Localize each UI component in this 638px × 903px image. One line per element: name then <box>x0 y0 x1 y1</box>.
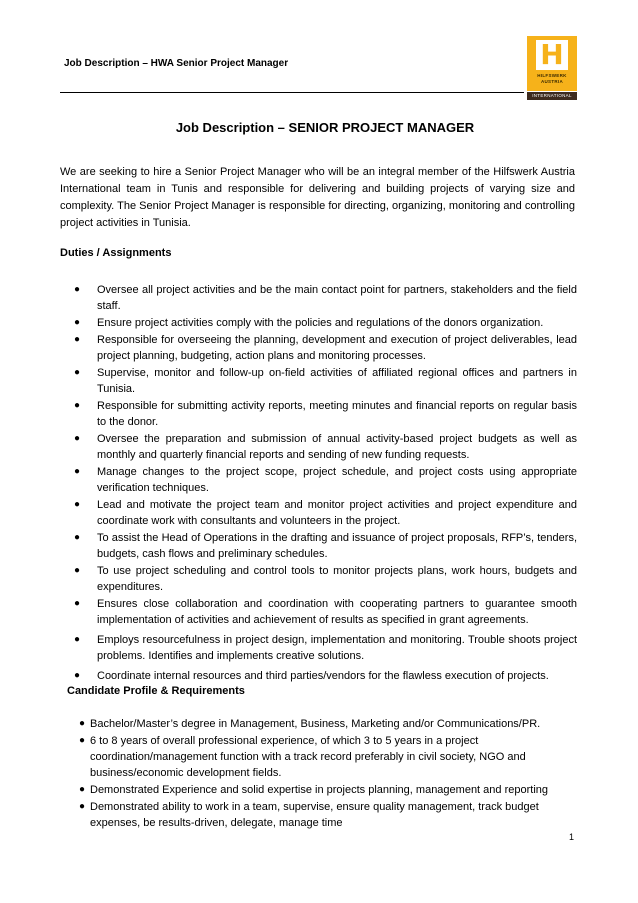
bullet-icon: ● <box>74 466 81 477</box>
list-item-text: Responsible for submitting activity reports, meeting minutes and financial reports on regular basis to the donor. <box>97 400 577 428</box>
bullet-icon: ● <box>74 565 81 576</box>
list-item <box>74 431 577 463</box>
list-item <box>74 464 577 496</box>
list-item <box>74 530 577 562</box>
list-item-text: Lead and motivate the project team and monitor project activities and project expenditure and coordinate work with consultants and volunteers in the project. <box>97 499 577 527</box>
list-item-text: Employs resourcefulness in project design, implementation and monitoring. Trouble shoots project problems. Identifies and implements creative solutions. <box>97 634 577 662</box>
list-item <box>79 733 577 781</box>
list-item-text: Oversee all project activities and be the main contact point for partners, stakeholders and the field staff. <box>97 284 577 312</box>
list-item-text: Responsible for overseeing the planning, development and execution of project deliverables, lead project planning, budgeting, action plans and monitoring processes. <box>97 334 577 362</box>
candidate-heading: Candidate Profile & Requirements <box>67 685 245 697</box>
list-item <box>74 398 577 430</box>
list-item <box>74 282 577 314</box>
logo-name-line1: HILFSWERK <box>537 73 567 78</box>
duties-heading: Duties / Assignments <box>60 247 172 259</box>
list-item <box>79 716 577 732</box>
bullet-icon: ● <box>74 532 81 543</box>
list-item <box>74 596 577 628</box>
list-item-text: Manage changes to the project scope, project schedule, and project costs using appropriate verification techniques. <box>97 466 577 494</box>
list-item <box>74 365 577 397</box>
bullet-icon: ● <box>74 634 81 645</box>
list-item <box>74 332 577 364</box>
list-item-text: Oversee the preparation and submission of annual activity-based project budgets as well as monthly and quarterly financial reports and sending of new funding requests. <box>97 433 577 461</box>
list-item <box>74 563 577 595</box>
logo-background <box>527 36 577 91</box>
list-item-text: Demonstrated Experience and solid expertise in projects planning, management and reporting <box>90 784 548 796</box>
hilfswerk-logo <box>527 36 577 100</box>
list-item-text: Supervise, monitor and follow-up on-field activities of affiliated regional offices and partners in Tunisia. <box>97 367 577 395</box>
bullet-icon: ● <box>74 334 81 345</box>
logo-mark: H <box>536 40 568 70</box>
bullet-icon: ● <box>74 400 81 411</box>
bullet-icon: ● <box>74 499 81 510</box>
list-item <box>74 315 577 331</box>
list-item-text: Coordinate internal resources and third parties/vendors for the flawless execution of projects. <box>97 670 549 682</box>
bullet-icon: ● <box>79 784 86 795</box>
list-item-text: Demonstrated ability to work in a team, supervise, ensure quality management, track budget expenses, be results-driven, delegate, manage time <box>90 801 539 829</box>
bullet-icon: ● <box>79 801 86 812</box>
bullet-icon: ● <box>79 718 86 729</box>
logo-name-line2: AUSTRIA <box>540 79 564 84</box>
list-item <box>74 668 577 684</box>
logo-name <box>527 73 577 85</box>
intro-paragraph: We are seeking to hire a Senior Project Manager who will be an integral member of the Hilfswerk Austria International team in Tunis and responsible for delivering and building projects of varying size and complexity. The Senior Project Manager is responsible for directing, organizing, monitoring and controlling project activities in Tunisia. <box>60 166 575 229</box>
page-number: 1 <box>569 832 575 842</box>
list-item-text: To use project scheduling and control tools to monitor projects plans, work hours, budgets and expenditures. <box>97 565 577 593</box>
document-title: Job Description – SENIOR PROJECT MANAGER <box>175 120 475 135</box>
bullet-icon: ● <box>74 284 81 295</box>
list-item <box>74 497 577 529</box>
list-item-text: Ensure project activities comply with the policies and regulations of the donors organization. <box>97 317 544 329</box>
list-item-text: To assist the Head of Operations in the drafting and issuance of project proposals, RFP’s, tenders, budgets, cash flows and preliminary schedules. <box>97 532 577 560</box>
bullet-icon: ● <box>74 317 81 328</box>
bullet-icon: ● <box>74 367 81 378</box>
duties-list <box>74 282 577 684</box>
bullet-icon: ● <box>74 670 81 681</box>
bullet-icon: ● <box>74 433 81 444</box>
list-item <box>74 632 577 664</box>
list-item-text: Bachelor/Master’s degree in Management, Business, Marketing and/or Communications/PR. <box>90 718 541 730</box>
logo-band: INTERNATIONAL <box>527 92 577 100</box>
list-item <box>79 782 577 798</box>
bullet-icon: ● <box>74 598 81 609</box>
header-divider <box>60 92 524 93</box>
candidate-list <box>79 716 577 831</box>
list-item-text: 6 to 8 years of overall professional experience, of which 3 to 5 years in a project coordination/management function with a track record preferably in civil society, NGO and business/economic development fields. <box>90 735 526 779</box>
header-title: Job Description – HWA Senior Project Manager <box>64 58 289 69</box>
list-item-text: Ensures close collaboration and coordination with cooperating partners to guarantee smooth implementation of activities and achievement of results as specified in grant agreements. <box>97 598 577 626</box>
list-item <box>79 799 577 831</box>
bullet-icon: ● <box>79 735 86 746</box>
